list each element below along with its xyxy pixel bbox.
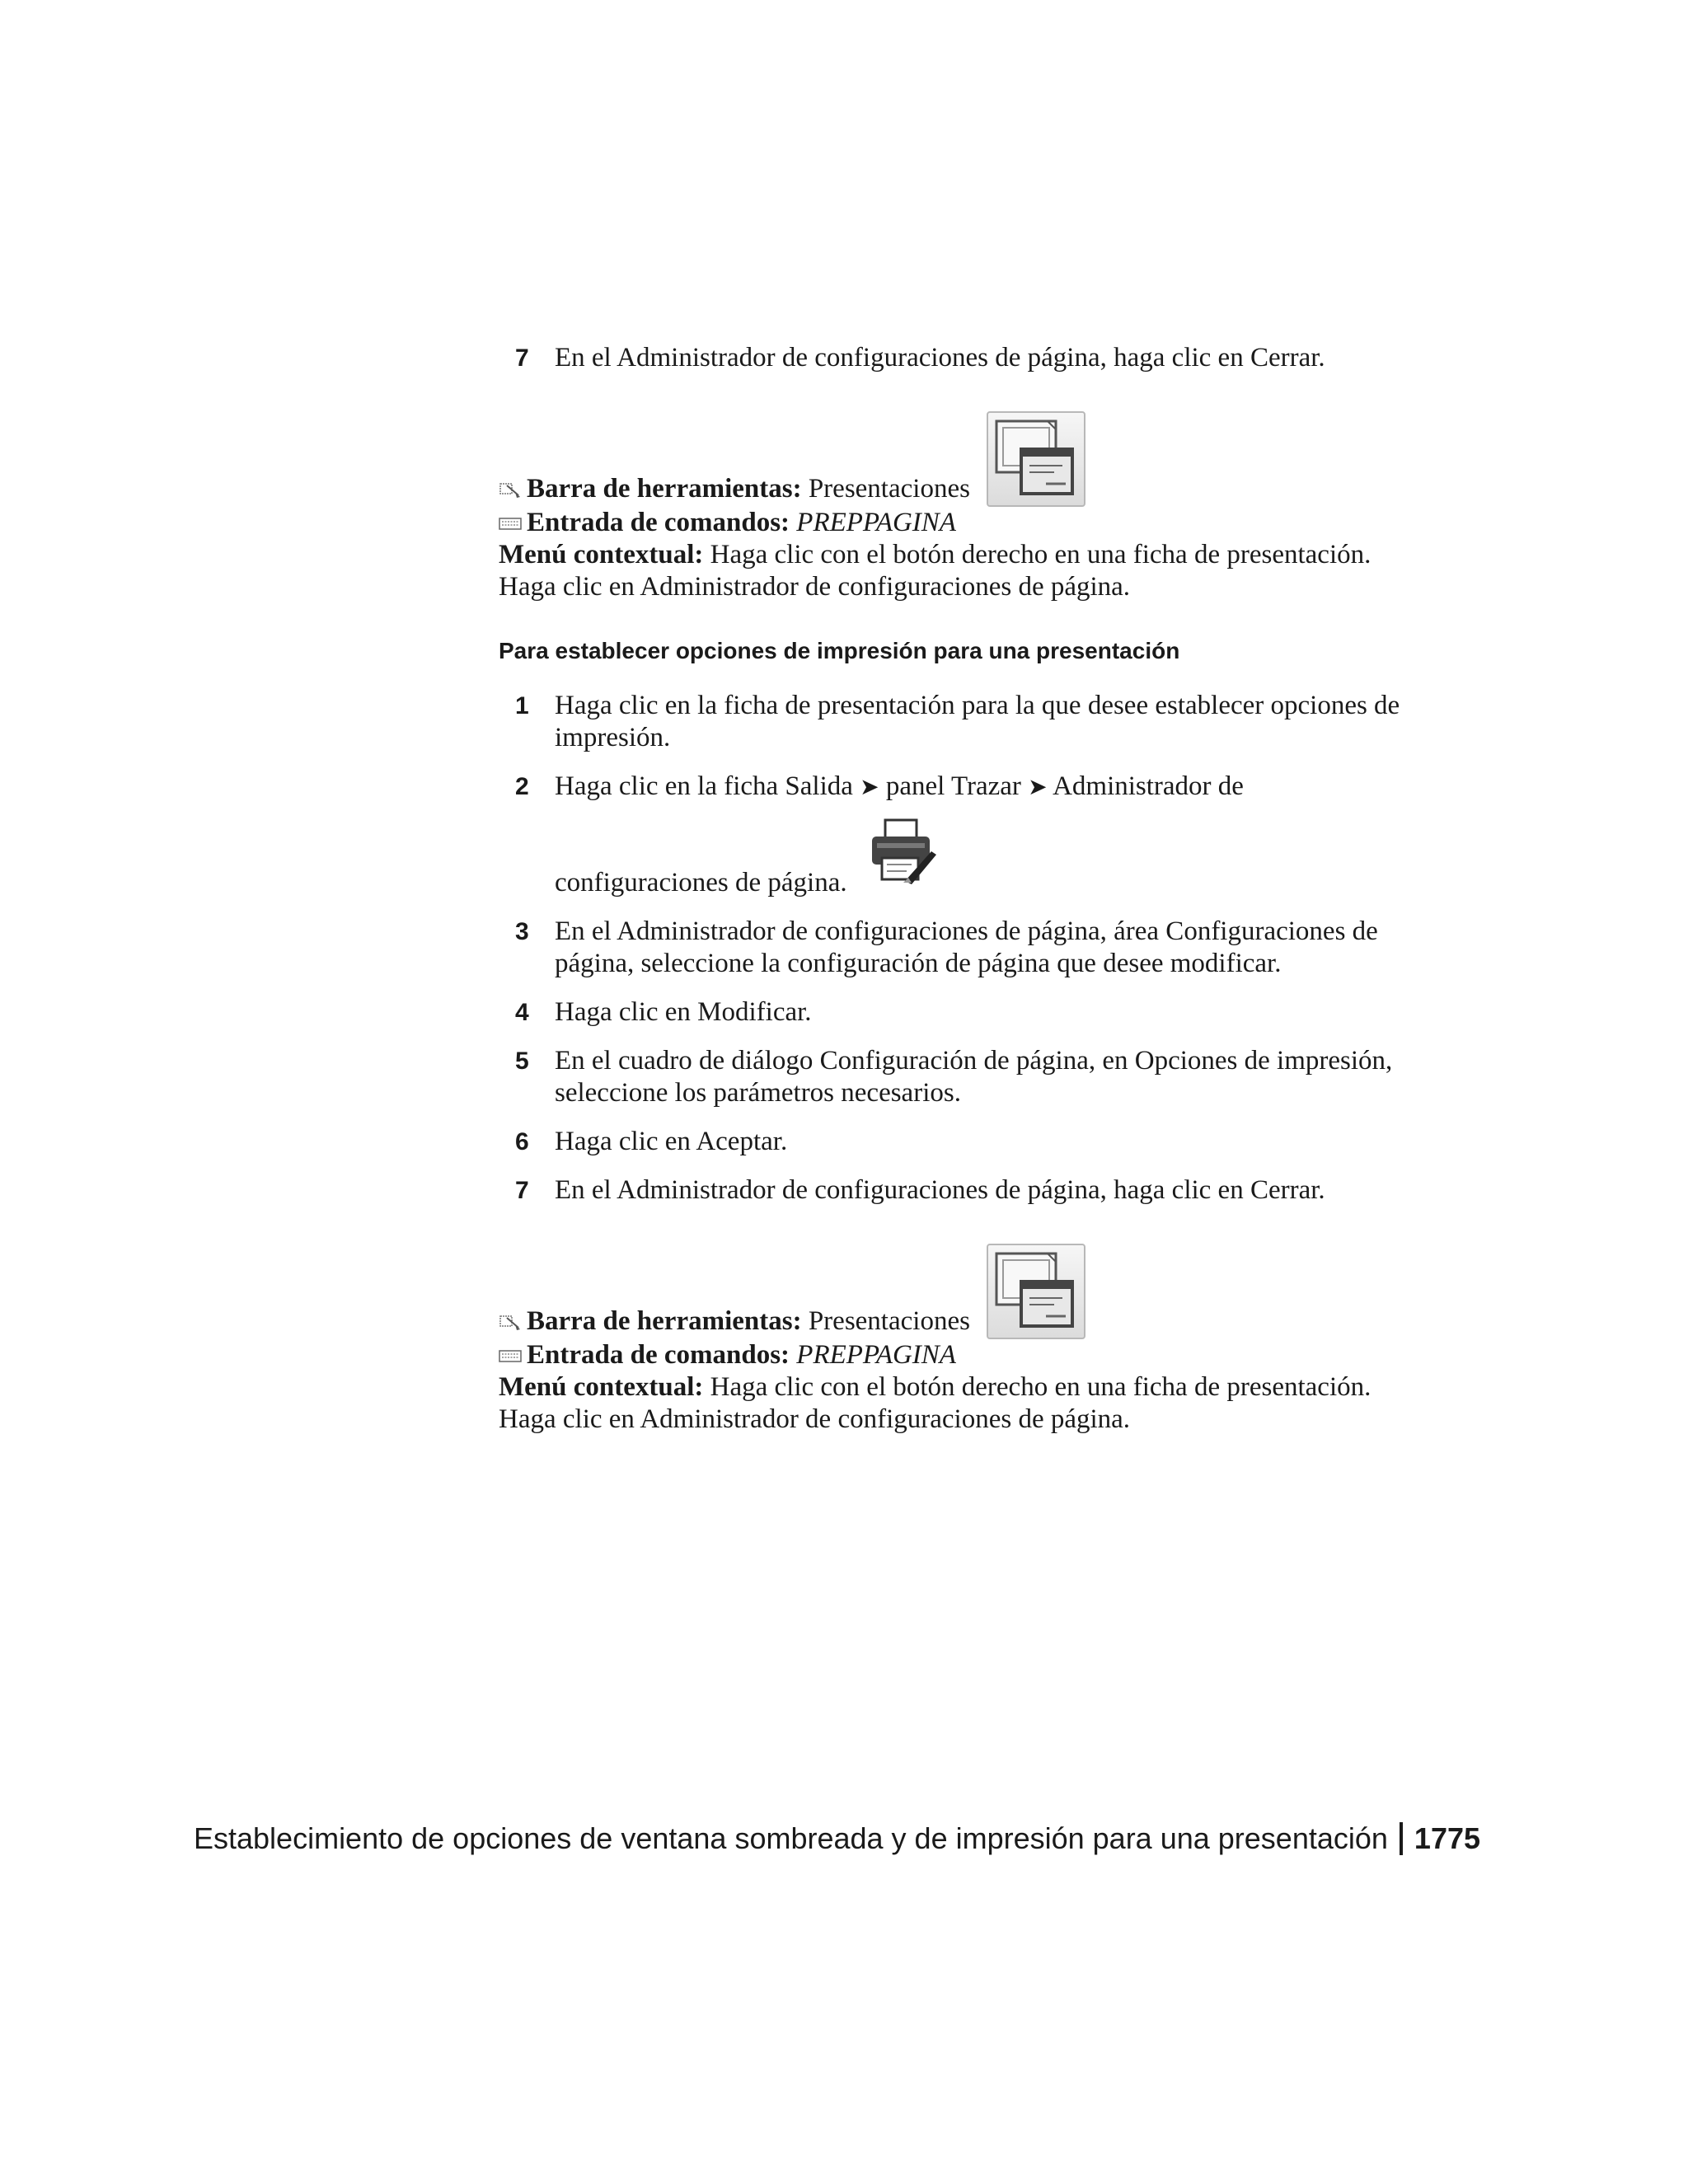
step-item bbox=[499, 771, 1414, 899]
step-number: 6 bbox=[515, 1128, 529, 1155]
step-number: 7 bbox=[515, 1177, 529, 1204]
command-access-line bbox=[499, 507, 1414, 539]
page-number: 1775 bbox=[1414, 1821, 1481, 1855]
footer-title: Establecimiento de opciones de ventana sombreada y de impresión para una presentación bbox=[194, 1821, 1388, 1855]
context-label: Menú contextual: bbox=[499, 1372, 704, 1402]
keyboard-icon bbox=[499, 514, 522, 532]
step-item bbox=[499, 342, 1414, 374]
toolbar-label: Barra de herramientas: bbox=[527, 1306, 802, 1336]
step-text: Haga clic en Modificar. bbox=[555, 997, 812, 1027]
step-number: 7 bbox=[515, 344, 529, 372]
step-text: En el cuadro de diálogo Configuración de página, en Opciones de impresión, seleccione los parámetros necesarios. bbox=[555, 1046, 1393, 1108]
page-setup-manager-icon[interactable] bbox=[987, 1244, 1085, 1339]
page-content bbox=[499, 342, 1414, 1467]
step-continuation bbox=[555, 815, 1414, 899]
context-label: Menú contextual: bbox=[499, 540, 704, 569]
step-text: En el Administrador de configuraciones de página, área Configuraciones de página, seleccione la configuración de página que desee modificar. bbox=[555, 916, 1378, 978]
step-text: Haga clic en Aceptar. bbox=[555, 1127, 788, 1156]
toolbar-access-line bbox=[499, 411, 1414, 507]
command-value: PREPPAGINA bbox=[796, 508, 956, 537]
command-value: PREPPAGINA bbox=[796, 1340, 956, 1370]
procedure-title: Para establecer opciones de impresión para una presentación bbox=[499, 638, 1180, 663]
toolbar-value: Presentaciones bbox=[808, 1306, 970, 1336]
page-footer bbox=[194, 1821, 1481, 1856]
step-text: En el Administrador de configuraciones de página, haga clic en Cerrar. bbox=[555, 343, 1325, 373]
footer-separator bbox=[1400, 1822, 1403, 1855]
context-value: Haga clic con el botón derecho en una ficha de presentación. Haga clic en Administrador de configuraciones de página. bbox=[499, 1372, 1372, 1434]
toolbar-label: Barra de herramientas: bbox=[527, 474, 802, 504]
step-item bbox=[499, 1174, 1414, 1207]
step-number: 1 bbox=[515, 692, 529, 719]
command-access-line bbox=[499, 1339, 1414, 1371]
step-item bbox=[499, 1126, 1414, 1158]
step-number: 3 bbox=[515, 918, 529, 945]
step-item bbox=[499, 690, 1414, 754]
step-item bbox=[499, 1045, 1414, 1109]
printer-icon[interactable] bbox=[865, 815, 938, 886]
step-item bbox=[499, 996, 1414, 1029]
page-setup-manager-icon[interactable] bbox=[987, 411, 1085, 507]
command-label: Entrada de comandos: bbox=[527, 1340, 790, 1370]
step-text-part: Haga clic en la ficha Salida bbox=[555, 771, 853, 801]
context-value: Haga clic con el botón derecho en una ficha de presentación. Haga clic en Administrador de configuraciones de página. bbox=[499, 540, 1372, 602]
keyboard-icon bbox=[499, 1347, 522, 1365]
step-number: 2 bbox=[515, 773, 529, 800]
toolbar-access-line bbox=[499, 1244, 1414, 1339]
access-methods bbox=[499, 411, 1414, 603]
toolbar-icon bbox=[499, 480, 522, 499]
step-item bbox=[499, 916, 1414, 980]
step-text-part: configuraciones de página. bbox=[555, 868, 847, 898]
step-number: 5 bbox=[515, 1047, 529, 1075]
toolbar-icon bbox=[499, 1313, 522, 1331]
command-label: Entrada de comandos: bbox=[527, 508, 790, 537]
step-text-part: Administrador de bbox=[1053, 771, 1244, 801]
access-methods bbox=[499, 1244, 1414, 1436]
arrow-icon: ➤ bbox=[1028, 775, 1048, 800]
toolbar-value: Presentaciones bbox=[808, 474, 970, 504]
step-text: Haga clic en la ficha de presentación para la que desee establecer opciones de impresión. bbox=[555, 691, 1400, 752]
context-menu-access bbox=[499, 1371, 1414, 1436]
step-number: 4 bbox=[515, 999, 529, 1026]
context-menu-access bbox=[499, 539, 1414, 603]
step-text-part: panel Trazar bbox=[885, 771, 1021, 801]
step-text: En el Administrador de configuraciones de página, haga clic en Cerrar. bbox=[555, 1175, 1325, 1205]
arrow-icon: ➤ bbox=[860, 775, 879, 800]
